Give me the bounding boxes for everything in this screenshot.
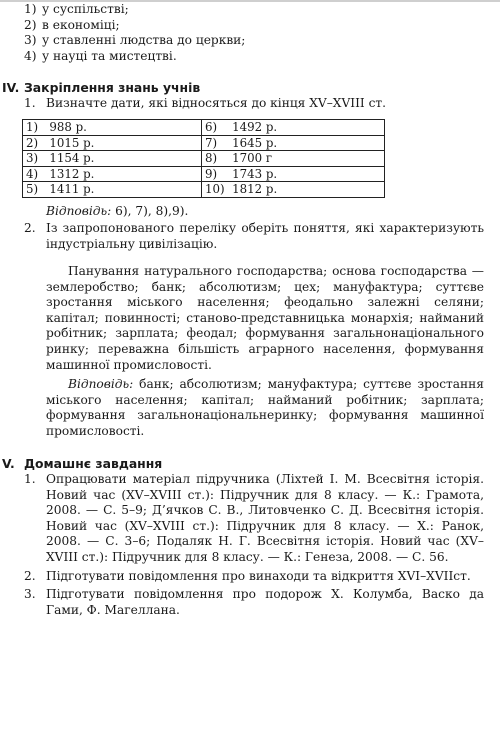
homework-text: Опрацювати матеріал підручника (Ліхтей І. М. Всесвітня історія. Новий час (XV–XVIII ст.): Підручник для 8 класу. — К.: Грамота, 2008. — С. 5–9; Д’ячков С. В., Литовченко С. Д. Всесвітня історія. Новий час (XV–XVIII ст.): Підручник для 8 класу. — Х.: Ранок, 2008. — С. 3–6; Подаляк Н. Г. Всесвітня історія. Новий час (XV–XVIII ст.): Підручник для 8 класу. — К.: Генеза, 2008. — С. 56. <box>46 472 484 564</box>
section-4-heading <box>2 80 200 96</box>
task-2 <box>24 221 484 252</box>
intro-item-number: 4) <box>24 48 37 63</box>
table-cell: 1) 988 р. <box>23 120 202 136</box>
homework-list <box>24 472 484 618</box>
table-row <box>23 182 385 198</box>
task-1-number: 1. <box>24 96 36 110</box>
intro-item-number: 2) <box>24 17 37 32</box>
table-cell: 3) 1154 р. <box>23 151 202 167</box>
section-4-number: IV. <box>2 80 20 95</box>
table-cell: 6) 1492 р. <box>202 120 385 136</box>
table-cell: 4) 1312 р. <box>23 166 202 182</box>
task-2-text: Із запропонованого переліку оберіть поняття, які характеризують індустріальну цивілізацію. <box>46 221 484 251</box>
section-5-title: Домашнє завдання <box>24 456 163 471</box>
homework-number: 2. <box>24 568 36 583</box>
answer-text: банк; абсолютизм; мануфактура; суттєве зростання міського населення; капітал; найманий робітник; зарплата; формування загальнонаціональнеринку; формування машинної промисловості. <box>46 377 484 438</box>
answer-label: Відповідь: <box>46 204 112 218</box>
table-cell: 9) 1743 р. <box>202 166 385 182</box>
table-cell: 5) 1411 р. <box>23 182 202 198</box>
intro-item-text: в економіці; <box>42 17 120 32</box>
table-cell: 8) 1700 г <box>202 151 385 167</box>
task-2-number: 2. <box>24 221 36 235</box>
homework-text: Підготувати повідомлення про винаходи та відкриття XVI–XVIIст. <box>46 568 471 583</box>
section-5-heading <box>2 456 162 472</box>
homework-number: 3. <box>24 587 36 602</box>
homework-item <box>24 569 484 585</box>
homework-text: Підготувати повідомлення про подорож Х. Колумба, Васко да Гами, Ф. Магеллана. <box>46 587 484 617</box>
intro-list-item <box>24 18 484 34</box>
intro-item-text: у науці та мистецтві. <box>42 48 177 63</box>
task-1 <box>24 96 484 112</box>
answer-text: 6), 7), 8),9). <box>111 204 189 218</box>
intro-list-item <box>24 33 484 49</box>
table-row <box>23 135 385 151</box>
intro-item-number: 1) <box>24 2 37 16</box>
task-1-answer <box>46 204 188 220</box>
answer-label: Відповідь: <box>68 377 134 391</box>
section-5-number: V. <box>2 456 15 471</box>
intro-item-text: у суспільстві; <box>42 2 129 16</box>
intro-item-number: 3) <box>24 33 37 48</box>
table-cell: 2) 1015 р. <box>23 135 202 151</box>
intro-item-text: у ставленні людства до церкви; <box>42 33 246 48</box>
passage-text: Панування натурального господарства; основа господарства — землеробство; банк; абсолютизм; цех; мануфактура; суттєве зростання міського населення; феодально залежні селяни; капітал; повинності; станово-представницька монархія; найманий робітник; зарплата; феодал; формування загальнонаціонального ринку; переважна більшість аграрного населення, формування машинної промисловості. <box>46 264 484 372</box>
table-cell: 10) 1812 р. <box>202 182 385 198</box>
table-row <box>23 120 385 136</box>
homework-item <box>24 472 484 566</box>
dates-table <box>22 119 385 198</box>
table-row <box>23 166 385 182</box>
intro-list-item <box>24 49 484 65</box>
task-1-text: Визначте дати, які відносяться до кінця XV–XVIII ст. <box>46 96 387 110</box>
homework-item <box>24 587 484 618</box>
table-row <box>23 151 385 167</box>
intro-list-item <box>24 2 484 18</box>
task-2-passage <box>46 264 484 373</box>
task-2-answer <box>46 377 484 439</box>
intro-list <box>24 2 484 64</box>
section-4-title: Закріплення знань учнів <box>24 80 201 95</box>
table-cell: 7) 1645 р. <box>202 135 385 151</box>
homework-number: 1. <box>24 472 36 486</box>
